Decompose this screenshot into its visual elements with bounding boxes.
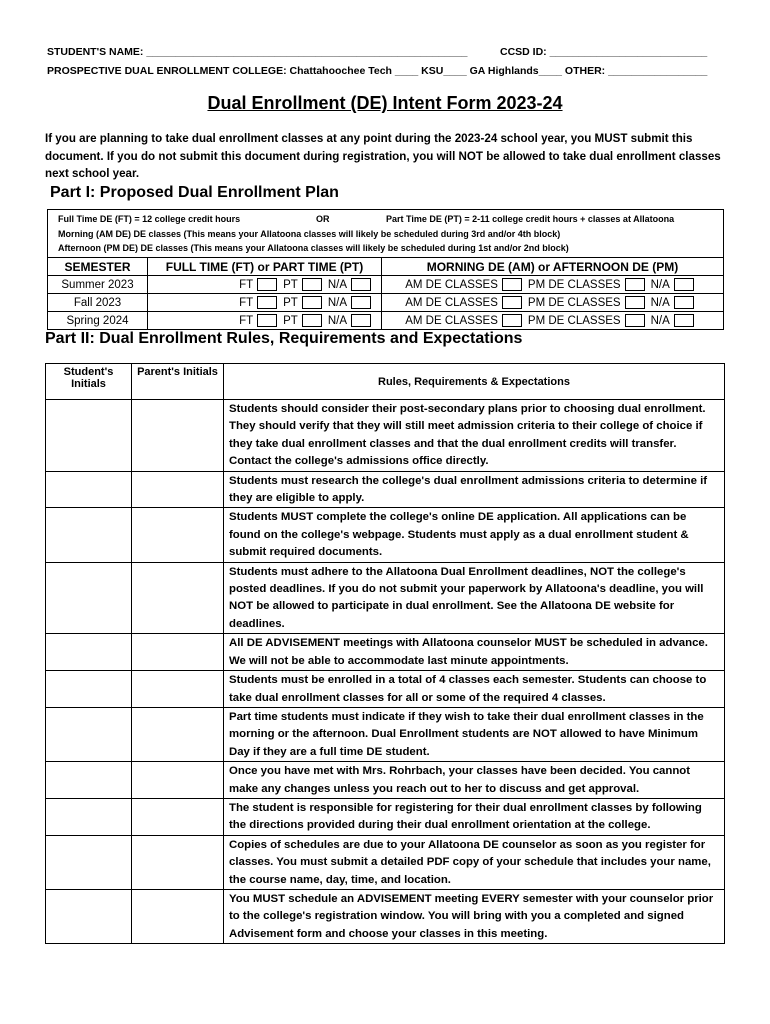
semester-header: SEMESTER: [48, 258, 148, 276]
na-label: N/A: [327, 314, 347, 327]
rule-text: You MUST schedule an ADVISEMENT meeting EVERY semester with your counselor prior to the college's registration window. You will bring with you a completed and signed Advisement form and choose your classes in this meeting.: [224, 889, 725, 943]
parent-initials-cell[interactable]: [132, 889, 224, 943]
semester-label: Fall 2023: [48, 294, 148, 312]
rule-text: Students MUST complete the college's online DE application. All applications can be found on the college's webpage. Students must apply as a dual enrollment student & submit required documents.: [224, 508, 725, 562]
ccsd-id-field[interactable]: CCSD ID: ___________________________: [500, 46, 708, 58]
semester-row: [48, 312, 724, 330]
pt-label: PT: [283, 278, 298, 291]
parent-initials-cell[interactable]: [132, 798, 224, 835]
definitions-box: [47, 209, 724, 257]
student-initials-cell[interactable]: [46, 508, 132, 562]
pm-checkbox[interactable]: [625, 296, 645, 309]
student-initials-cell[interactable]: [46, 400, 132, 472]
pt-label: PT: [283, 296, 298, 309]
parent-initials-header: Parent's Initials: [132, 364, 224, 400]
pt-definition: Part Time DE (PT) = 2-11 college credit hours + classes at Allatoona: [386, 214, 675, 224]
am-checkbox[interactable]: [502, 296, 522, 309]
rule-row: [46, 508, 725, 562]
intro-paragraph: If you are planning to take dual enrollment classes at any point during the 2023-24 school year, you MUST submit this document. If you do not submit this document during registration, you will NOT be allowed to take dual enrollment classes next school year.: [45, 132, 721, 180]
student-initials-cell[interactable]: [46, 798, 132, 835]
rule-text: Copies of schedules are due to your Allatoona DE counselor as soon as you register for classes. You must submit a detailed PDF copy of your schedule that includes your name, the course name, day, time, and location.: [224, 835, 725, 889]
time-header: FULL TIME (FT) or PART TIME (PT): [148, 258, 382, 276]
rule-row: [46, 471, 725, 508]
am-checkbox[interactable]: [502, 278, 522, 291]
student-initials-cell[interactable]: [46, 762, 132, 799]
pm-label: PM DE CLASSES: [527, 278, 621, 291]
semester-label: Summer 2023: [48, 276, 148, 294]
student-initials-header: Student's Initials: [46, 364, 132, 400]
na-label: N/A: [650, 296, 670, 309]
semester-plan-table: [47, 257, 724, 330]
pm-label: PM DE CLASSES: [527, 314, 621, 327]
student-name-field[interactable]: STUDENT'S NAME: _______________________________________________________: [47, 46, 468, 58]
parent-initials-cell[interactable]: [132, 634, 224, 671]
parent-initials-cell[interactable]: [132, 707, 224, 761]
ft-definition: Full Time DE (FT) = 12 college credit hours: [58, 214, 241, 224]
rule-row: [46, 671, 725, 708]
pt-checkbox[interactable]: [302, 278, 322, 291]
na-checkbox[interactable]: [674, 296, 694, 309]
rule-row: [46, 634, 725, 671]
prospective-college-field[interactable]: PROSPECTIVE DUAL ENROLLMENT COLLEGE: Chattahoochee Tech ____ KSU____ GA Highlands____ OTHER: _________________: [47, 65, 708, 77]
semester-label: Spring 2024: [48, 312, 148, 330]
na-label: N/A: [650, 314, 670, 327]
page-title: Dual Enrollment (DE) Intent Form 2023-24: [207, 93, 563, 113]
am-definition: Morning (AM DE) DE classes (This means your Allatoona classes will likely be scheduled during 3rd and/or 4th block): [58, 228, 561, 239]
am-label: AM DE CLASSES: [405, 278, 498, 291]
ampm-header: MORNING DE (AM) or AFTERNOON DE (PM): [382, 258, 724, 276]
ft-checkbox[interactable]: [257, 314, 277, 327]
ft-label: FT: [239, 296, 254, 309]
pm-checkbox[interactable]: [625, 278, 645, 291]
na-checkbox[interactable]: [351, 314, 371, 327]
rule-text: Once you have met with Mrs. Rohrbach, your classes have been decided. You cannot make any changes unless you reach out to her to discuss and get approval.: [224, 762, 725, 799]
na-checkbox[interactable]: [351, 296, 371, 309]
rule-row: [46, 562, 725, 634]
rule-row: [46, 707, 725, 761]
rule-text: Part time students must indicate if they wish to take their dual enrollment classes in the morning or the afternoon. Dual Enrollment students are NOT allowed to have Minimum Day if they are a full time DE student.: [224, 707, 725, 761]
rules-table: [45, 363, 725, 944]
pt-checkbox[interactable]: [302, 314, 322, 327]
am-label: AM DE CLASSES: [405, 314, 498, 327]
rules-header: Rules, Requirements & Expectations: [224, 364, 725, 400]
parent-initials-cell[interactable]: [132, 562, 224, 634]
parent-initials-cell[interactable]: [132, 400, 224, 472]
na-checkbox[interactable]: [674, 314, 694, 327]
student-initials-cell[interactable]: [46, 471, 132, 508]
rule-row: [46, 400, 725, 472]
parent-initials-cell[interactable]: [132, 835, 224, 889]
student-initials-cell[interactable]: [46, 562, 132, 634]
rule-text: Students should consider their post-secondary plans prior to choosing dual enrollment. They should verify that they will still meet admission criteria to their college of choice if they take dual enrollment classes and that the dual enrollment credits will transfer. Contact the college's admissions office directly.: [224, 400, 725, 472]
semester-row: [48, 276, 724, 294]
rule-text: The student is responsible for registering for their dual enrollment classes by following the directions provided during their dual enrollment orientation at the college.: [224, 798, 725, 835]
part1-heading: Part I: Proposed Dual Enrollment Plan: [50, 184, 339, 201]
pt-checkbox[interactable]: [302, 296, 322, 309]
parent-initials-cell[interactable]: [132, 471, 224, 508]
rules-table-header: [46, 364, 725, 400]
rule-row: [46, 762, 725, 799]
rule-text: Students must research the college's dual enrollment admissions criteria to determine if they are eligible to apply.: [224, 471, 725, 508]
rule-text: Students must be enrolled in a total of 4 classes each semester. Students can choose to take dual enrollment classes for all or some of the required 4 classes.: [224, 671, 725, 708]
parent-initials-cell[interactable]: [132, 671, 224, 708]
am-label: AM DE CLASSES: [405, 296, 498, 309]
rule-row: [46, 835, 725, 889]
parent-initials-cell[interactable]: [132, 508, 224, 562]
na-checkbox[interactable]: [351, 278, 371, 291]
semester-table-header: [48, 258, 724, 276]
na-label: N/A: [327, 278, 347, 291]
am-checkbox[interactable]: [502, 314, 522, 327]
na-label: N/A: [327, 296, 347, 309]
rule-row: [46, 798, 725, 835]
pt-label: PT: [283, 314, 298, 327]
rule-text: All DE ADVISEMENT meetings with Allatoona counselor MUST be scheduled in advance. We will not be able to accommodate last minute appointments.: [224, 634, 725, 671]
semester-row: [48, 294, 724, 312]
student-initials-cell[interactable]: [46, 835, 132, 889]
ft-checkbox[interactable]: [257, 278, 277, 291]
ft-label: FT: [239, 278, 254, 291]
ft-label: FT: [239, 314, 254, 327]
student-initials-cell[interactable]: [46, 889, 132, 943]
or-label: OR: [316, 214, 330, 224]
pm-checkbox[interactable]: [625, 314, 645, 327]
rule-text: Students must adhere to the Allatoona Dual Enrollment deadlines, NOT the college's posted deadlines. If you do not submit your paperwork by Allatoona's deadline, you will NOT be allowed to participate in dual enrollment. See the Allatoona DE website for deadlines.: [224, 562, 725, 634]
student-initials-cell[interactable]: [46, 707, 132, 761]
student-initials-cell[interactable]: [46, 671, 132, 708]
rule-row: [46, 889, 725, 943]
parent-initials-cell[interactable]: [132, 762, 224, 799]
pm-label: PM DE CLASSES: [527, 296, 621, 309]
na-label: N/A: [650, 278, 670, 291]
part2-heading: Part II: Dual Enrollment Rules, Requirements and Expectations: [45, 330, 523, 347]
ft-checkbox[interactable]: [257, 296, 277, 309]
pm-definition: Afternoon (PM DE) DE classes (This means your Allatoona classes will likely be scheduled during 1st and/or 2nd block): [58, 243, 569, 253]
student-initials-cell[interactable]: [46, 634, 132, 671]
na-checkbox[interactable]: [674, 278, 694, 291]
